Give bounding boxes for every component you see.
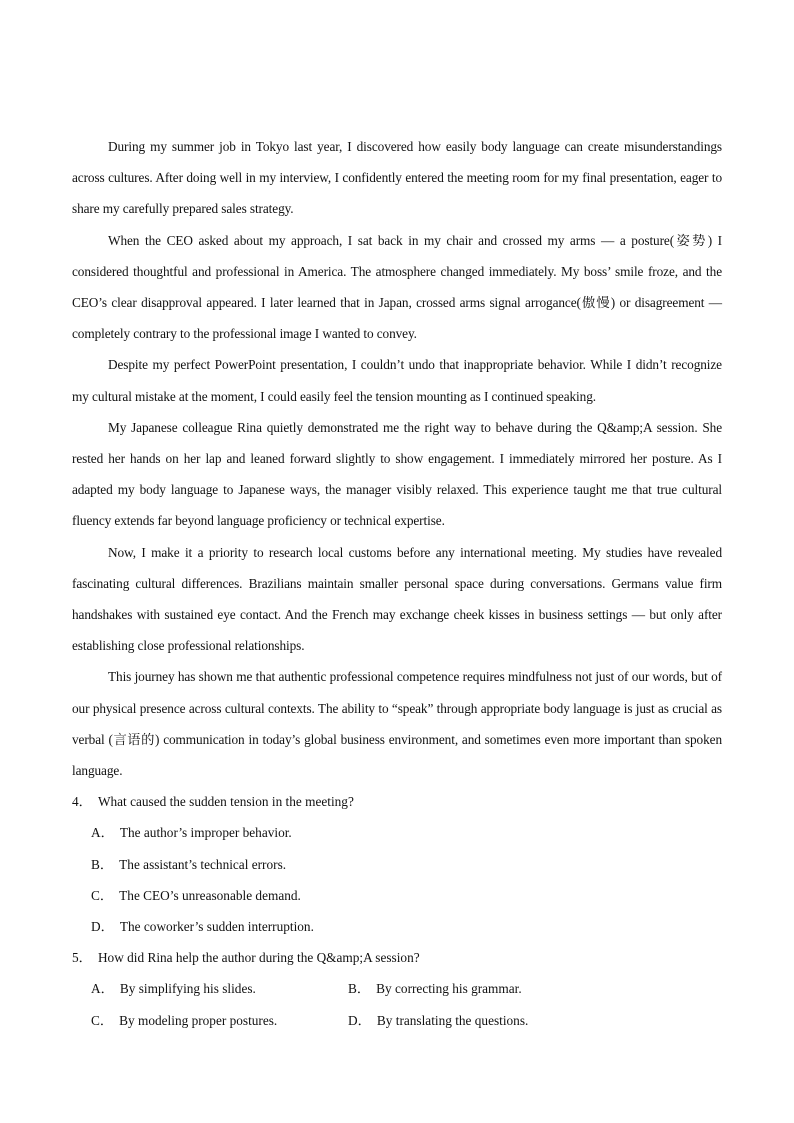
option-b [72,849,722,880]
passage-paragraph-1: During my summer job in Tokyo last year, I discovered how easily body language can create misunderstandings across cultures. After doing well in my interview, I confidently entered the meeting room for my final presentation, eager to share my carefully prepared sales strategy. [72,139,722,217]
passage-paragraph-2: When the CEO asked about my approach, I sat back in my chair and crossed my arms — a posture(姿势) I considered thoughtful and professional in America. The atmosphere changed immediately. My boss’ smile froze, and the CEO’s clear disapproval appeared. I later learned that in Japan, crossed arms signal arrogance(傲慢) or disagreement — completely contrary to the professional image I wanted to convey. [72,232,722,342]
passage-paragraph-5: Now, I make it a priority to research local customs before any international meeting. My studies have revealed fascinating cultural differences. Brazilians maintain smaller personal space during conversations. Germans value firm handshakes with sustained eye contact. And the French may exchange cheek kisses in business settings — but only after establishing close professional relationships. [72,544,722,654]
question-4 [72,786,722,942]
question-text: How did Rina help the author during the Q&amp;A session? [97,950,420,966]
reading-passage [72,131,722,786]
option-text: By modeling proper postures. [119,1012,278,1028]
option-letter: A． [91,825,114,841]
option-text: By translating the questions. [376,1012,529,1028]
option-letter: D． [348,1012,371,1028]
passage-paragraph-6: This journey has shown me that authentic professional competence requires mindfulness not just of our words, but of our physical presence across cultural contexts. The ability to “speak” through appropriate body language is just as crucial as verbal (言语的) communication in today’s global business environment, and sometimes even more important than spoken language. [72,669,722,779]
answer-options [72,973,722,1035]
option-letter: A． [91,981,114,997]
option-letter: D． [91,919,114,935]
option-c [91,1005,348,1036]
question-number: 4． [72,794,92,810]
option-a [72,817,722,848]
option-letter: B． [348,981,371,997]
option-letter: C． [91,1012,114,1028]
question-stem [72,942,722,973]
option-text: The assistant’s technical errors. [119,856,287,872]
answer-options [72,817,722,942]
option-a [91,973,348,1004]
option-text: By simplifying his slides. [119,981,256,997]
option-d [72,911,722,942]
option-d [348,1005,648,1036]
option-c [72,880,722,911]
option-letter: B． [91,856,114,872]
question-stem [72,786,722,817]
document-page [72,131,722,1036]
option-b [348,973,648,1004]
question-number: 5． [72,950,92,966]
option-letter: C． [91,887,114,903]
option-text: The coworker’s sudden interruption. [119,919,314,935]
option-text: The author’s improper behavior. [119,825,292,841]
passage-paragraph-3: Despite my perfect PowerPoint presentation, I couldn’t undo that inappropriate behavior. While I didn’t recognize my cultural mistake at the moment, I could easily feel the tension mounting as I continued speaking. [72,357,722,404]
question-5 [72,942,722,1036]
option-text: By correcting his grammar. [376,981,522,997]
passage-paragraph-4: My Japanese colleague Rina quietly demonstrated me the right way to behave during the Q&amp;A session. She rested her hands on her lap and leaned forward slightly to show engagement. I immediately mirrored her posture. As I adapted my body language to Japanese ways, the manager visibly relaxed. This experience taught me that true cultural fluency extends far beyond language proficiency or technical expertise. [72,419,722,529]
question-text: What caused the sudden tension in the meeting? [97,794,354,810]
option-text: The CEO’s unreasonable demand. [119,887,301,903]
